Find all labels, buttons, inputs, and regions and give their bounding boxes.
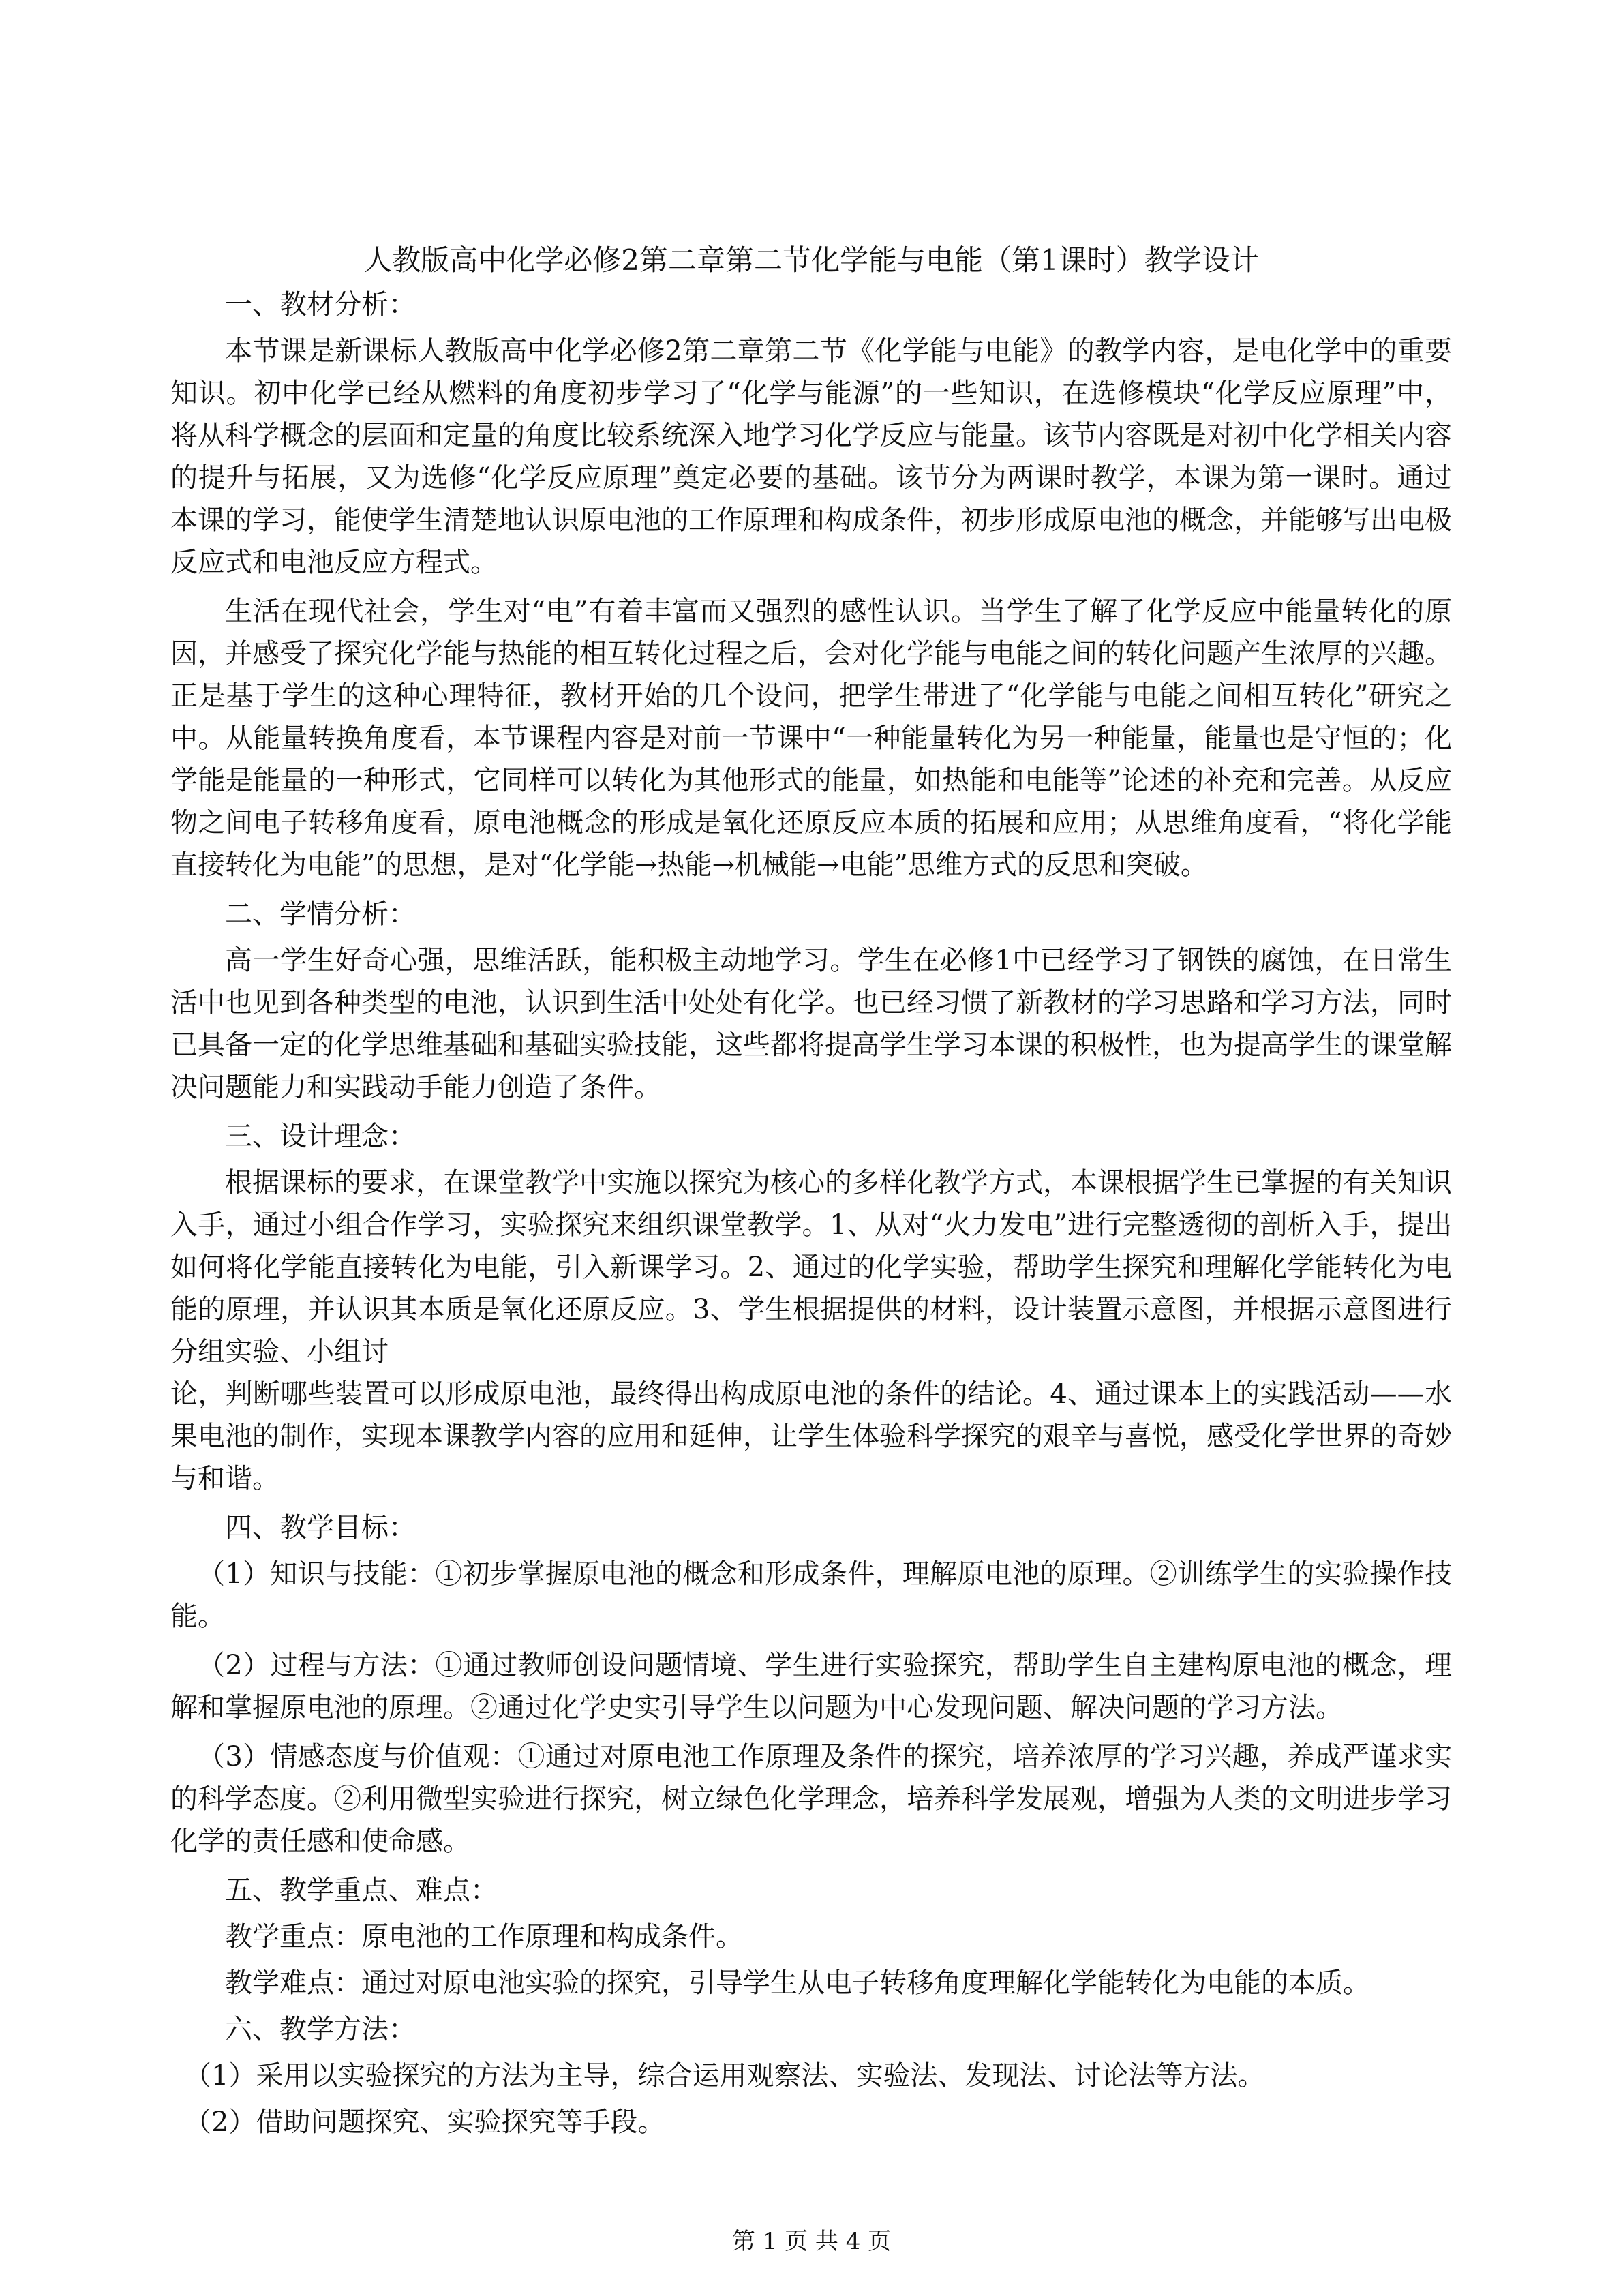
paragraph: 论，判断哪些装置可以形成原电池，最终得出构成原电池的条件的结论。4、通过课本上的实践活动——水果电池的制作，实现本课教学内容的应用和延伸，让学生体验科学探究的艰辛与喜悦，感受化学世界的奇妙与和谐。 bbox=[170, 1378, 1452, 1494]
document-title: 人教版高中化学必修2第二章第二节化学能与电能（第1课时）教学设计 bbox=[363, 243, 1259, 277]
paragraph: 高一学生好奇心强，思维活跃，能积极主动地学习。学生在必修1中已经学习了钢铁的腐蚀，在日常生活中也见到各种类型的电池，认识到生活中处处有化学。也已经习惯了新教材的学习思路和学习方法，同时已具备一定的化学思维基础和基础实验技能，这些都将提高学生学习本课的积极性，也为提高学生的课堂解决问题能力和实践动手能力创造了条件。 bbox=[170, 945, 1452, 1103]
teaching-difficulty: 教学难点：通过对原电池实验的探究，引导学生从电子转移角度理解化学能转化为电能的本质。 bbox=[225, 1967, 1370, 1999]
section-heading-key-points: 五、教学重点、难点： bbox=[225, 1875, 498, 1906]
section-heading-teaching-goals: 四、教学目标： bbox=[225, 1512, 416, 1543]
section-heading-teaching-methods: 六、教学方法： bbox=[225, 2014, 416, 2045]
section-heading-textbook-analysis: 一、教材分析： bbox=[225, 289, 416, 320]
goal-item: （3）情感态度与价值观：①通过对原电池工作原理及条件的探究，培养浓厚的学习兴趣，养成严谨求实的科学态度。②利用微型实验进行探究，树立绿色化学理念，培养科学发展观，增强为人类的文明进步学习化学的责任感和使命感。 bbox=[170, 1741, 1452, 1857]
method-item: （2）借助问题探究、实验探究等手段。 bbox=[184, 2106, 665, 2138]
teaching-focus: 教学重点：原电池的工作原理和构成条件。 bbox=[225, 1921, 743, 1952]
goal-item: （1）知识与技能：①初步掌握原电池的概念和形成条件，理解原电池的原理。②训练学生的实验操作技能。 bbox=[170, 1558, 1452, 1632]
page-number-footer: 第 1 页 共 4 页 bbox=[731, 2228, 892, 2255]
paragraph: 生活在现代社会，学生对“电”有着丰富而又强烈的感性认识。当学生了解了化学反应中能量转化的原因，并感受了探究化学能与热能的相互转化过程之后，会对化学能与电能之间的转化问题产生浓厚的兴趣。正是基于学生的这种心理特征，教材开始的几个设问，把学生带进了“化学能与电能之间相互转化”研究之中。从能量转换角度看，本节课程内容是对前一节课中“一种能量转化为另一种能量，能量也是守恒的；化学能是能量的一种形式，它同样可以转化为其他形式的能量，如热能和电能等”论述的补充和完善。从反应物之间电子转移角度看，原电池概念的形成是氧化还原反应本质的拓展和应用；从思维角度看，“将化学能直接转化为电能”的思想，是对“化学能→热能→机械能→电能”思维方式的反思和突破。 bbox=[170, 596, 1452, 881]
method-item: （1）采用以实验探究的方法为主导，综合运用观察法、实验法、发现法、讨论法等方法。 bbox=[184, 2060, 1265, 2091]
paragraph: 根据课标的要求，在课堂教学中实施以探究为核心的多样化教学方式，本课根据学生已掌握的有关知识入手，通过小组合作学习，实验探究来组织课堂教学。1、从对“火力发电”进行完整透彻的剖析入手，提出如何将化学能直接转化为电能，引入新课学习。2、通过的化学实验，帮助学生探究和理解化学能转化为电能的原理，并认识其本质是氧化还原反应。3、学生根据提供的材料，设计装置示意图，并根据示意图进行分组实验、小组讨 bbox=[170, 1167, 1452, 1368]
document-body bbox=[170, 240, 1452, 2147]
section-heading-design-concept: 三、设计理念： bbox=[225, 1121, 416, 1152]
paragraph: 本节课是新课标人教版高中化学必修2第二章第二节《化学能与电能》的教学内容，是电化学中的重要知识。初中化学已经从燃料的角度初步学习了“化学与能源”的一些知识，在选修模块“化学反应原理”中，将从科学概念的层面和定量的角度比较系统深入地学习化学反应与能量。该节内容既是对初中化学相关内容的提升与拓展，又为选修“化学反应原理”奠定必要的基础。该节分为两课时教学，本课为第一课时。通过本课的学习，能使学生清楚地认识原电池的工作原理和构成条件，初步形成原电池的概念，并能够写出电极反应式和电池反应方程式。 bbox=[170, 335, 1452, 578]
goal-item: （2）过程与方法：①通过教师创设问题情境、学生进行实验探究，帮助学生自主建构原电池的概念，理解和掌握原电池的原理。②通过化学史实引导学生以问题为中心发现问题、解决问题的学习方法。 bbox=[170, 1650, 1452, 1723]
section-heading-student-analysis: 二、学情分析： bbox=[225, 898, 416, 930]
